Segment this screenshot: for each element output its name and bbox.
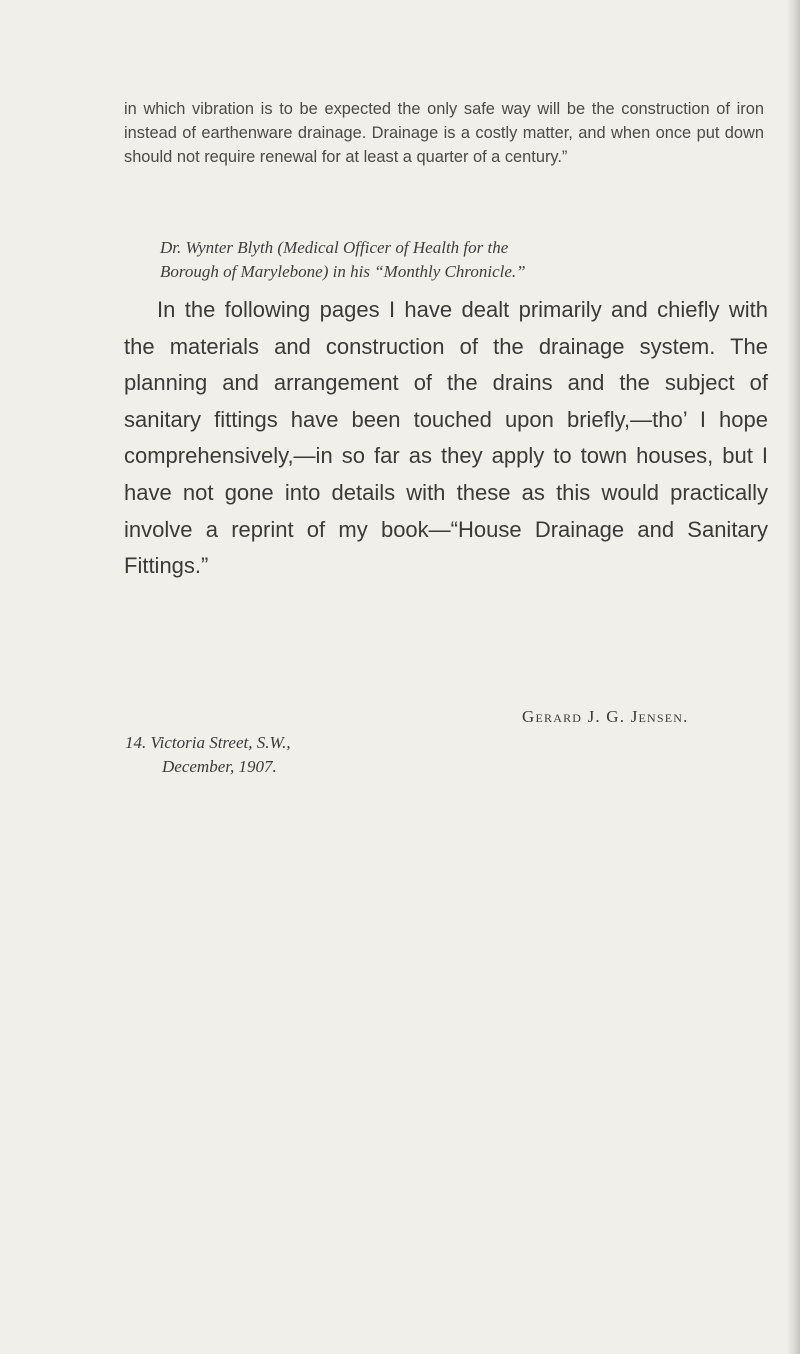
page-edge-shadow [786, 0, 800, 1354]
address-street: 14. Victoria Street, S.W., [125, 733, 291, 752]
preface-paragraph: In the following pages I have dealt primarily and chiefly with the materials and construction of the drainage system. The planning and arrangement of the drains and the subject of sanitary fittings have been touched upon briefly,—tho’ I hope comprehensively,—in so far as they apply to town houses, but I have not gone into details with these as this would practically involve a reprint of my book—“House Drainage and Sanitary Fittings.” [124, 297, 768, 579]
author-signature: Gerard J. G. Jensen. [522, 707, 689, 726]
quote-attribution [160, 236, 770, 284]
attribution-line-2: Borough of Marylebone) in his “Monthly Chronicle.” [160, 262, 526, 281]
attribution-line-1: Dr. Wynter Blyth (Medical Officer of Health for the [160, 238, 509, 257]
address-date: December, 1907. [162, 757, 277, 776]
quote-continuation: in which vibration is to be expected the only safe way will be the construction of iron instead of earthenware drainage. Drainage is a costly matter, and when once put down should not require renewal for at least a quarter of a century.” [124, 100, 764, 167]
author-address [125, 731, 291, 779]
